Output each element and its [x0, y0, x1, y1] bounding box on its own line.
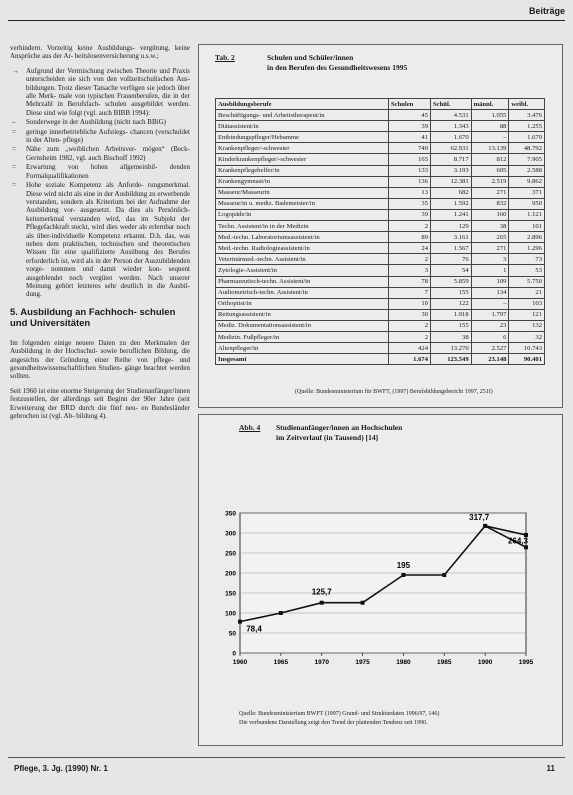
table-cell-value: 1.255	[509, 121, 545, 132]
data-label: 317,7	[469, 512, 490, 522]
table-cell-value: 30	[389, 309, 431, 320]
table-cell-value: 3	[471, 254, 509, 265]
table-cell-value: 109	[471, 276, 509, 287]
y-tick-label: 150	[225, 590, 236, 598]
table-cell-label: Kinderkrankenpfleger/-schwester	[216, 154, 389, 165]
table-cell-label: Masseur/Masseurin	[216, 187, 389, 198]
list-item-text: Erwartung von hohen allgemeinbil- denden Formalqualifikationen	[26, 163, 190, 180]
table-cell-value: 7.905	[509, 154, 545, 165]
column-header: männl.	[471, 99, 509, 110]
table-cell-value: 812	[471, 154, 509, 165]
line-chart	[199, 415, 562, 715]
table-cell-label: Techn. Assistent/in in der Medizin	[216, 221, 389, 232]
table-cell-value: 2.896	[509, 232, 545, 243]
table-cell-value: 101	[509, 221, 545, 232]
table-row	[216, 209, 545, 220]
data-point	[483, 524, 487, 528]
table-cell-value: 39	[389, 209, 431, 220]
table-cell-value: 122	[431, 298, 472, 309]
table-cell-value: 3.161	[431, 232, 472, 243]
table-cell-value: 8.717	[431, 154, 472, 165]
table-cell-value: 62.931	[431, 143, 472, 154]
table-cell-value: 1.121	[509, 209, 545, 220]
bullet-mark: →	[12, 66, 19, 75]
table-cell-value: 1.592	[431, 198, 472, 209]
table-cell-value: 5.750	[509, 276, 545, 287]
figure-source	[239, 710, 549, 728]
list-item-text: geringe innerbetriebliche Aufstiegs- chancen (verschuldet in der Alten- pflege)	[26, 127, 190, 145]
x-tick-label: 1980	[396, 659, 411, 666]
table-cell-value: 2.527	[471, 343, 509, 354]
table-cell-value: 35	[389, 198, 431, 209]
table-cell-value: 78	[389, 276, 431, 287]
table-row	[216, 298, 545, 309]
table-cell-label: Krankengymnast/in	[216, 176, 389, 187]
journal-citation: Pflege, 3. Jg. (1990) Nr. 1	[14, 764, 108, 773]
table-cell-value: –	[471, 298, 509, 309]
chart-figure	[198, 414, 563, 746]
table-label: Tab. 2	[215, 53, 235, 62]
table-cell-value: 121	[509, 309, 545, 320]
table-cell-value: 134	[471, 287, 509, 298]
table-cell-value: 89	[389, 232, 431, 243]
y-tick-label: 300	[225, 530, 236, 538]
table-cell-value: 3	[389, 265, 431, 276]
table-cell-value: 133	[389, 165, 431, 176]
table-cell-value: 6	[471, 331, 509, 342]
table-cell-value: 2	[389, 320, 431, 331]
table-cell-value: 1.797	[471, 309, 509, 320]
table-cell-value: 23	[471, 320, 509, 331]
data-label: 264,3	[507, 536, 529, 546]
table-title-line: Schulen und Schüler/innen	[267, 53, 354, 62]
table-row	[216, 243, 545, 254]
table-cell-value: 1.055	[471, 110, 509, 121]
table-row	[216, 110, 545, 121]
table-row	[216, 132, 545, 143]
table-cell-label: Rettungsassistent/in	[216, 309, 389, 320]
list-item	[10, 163, 190, 180]
table-cell-value: 88	[471, 121, 509, 132]
y-tick-label: 350	[225, 510, 236, 518]
table-total-row	[216, 354, 545, 365]
table-row	[216, 198, 545, 209]
y-tick-label: 50	[228, 630, 236, 638]
table-cell-label: Masseur/in u. mediz. Bademeister/in	[216, 198, 389, 209]
table-row	[216, 254, 545, 265]
y-tick-label: 0	[232, 650, 236, 658]
figure-source-line: Die verbundene Darstellung zeigt den Trend der plattenden Tendenz seit 1990.	[239, 720, 428, 726]
table-cell-value: 950	[509, 198, 545, 209]
table-cell-value: 424	[389, 343, 431, 354]
table-cell-value: 3.193	[431, 165, 472, 176]
list-item	[10, 67, 190, 117]
bullet-mark: –	[12, 118, 16, 127]
data-label: 125,7	[311, 587, 332, 597]
table-figure	[198, 44, 563, 408]
table-cell-value: 1.674	[389, 354, 431, 365]
table-cell-value: 48.792	[509, 143, 545, 154]
table-cell-value: 271	[471, 187, 509, 198]
list-item-text: Aufgrund der Vermischung zwischen Theorie und Praxis unterscheiden sie sich von den vollzeitschulischen Aus- bildungen. Trotz dieser Tatsache verfügen sie jedoch über alle Merk- male von typischen Frauenberufen, die in der Mehrzahl in Berufsfach- schulen ausgebildet werden. Diese sind wie folgt (vgl. auch BIBB 1994):	[26, 66, 190, 117]
data-label: 78,4	[246, 624, 262, 634]
table-cell-value: 160	[471, 209, 509, 220]
x-tick-label: 1990	[477, 659, 493, 666]
table-cell-value: 73	[509, 254, 545, 265]
table-cell-value: 76	[431, 254, 472, 265]
table-cell-value: 271	[471, 243, 509, 254]
table-cell-label: Mediz. Dokumentationsassistent/in	[216, 320, 389, 331]
table-title	[267, 53, 407, 73]
table-cell-label: Diätassistent/in	[216, 121, 389, 132]
table-cell-value: 10	[389, 298, 431, 309]
table-row	[216, 187, 545, 198]
list-item	[10, 128, 190, 145]
table-cell-value: 832	[471, 198, 509, 209]
table-cell-label: Entbindungspfleger/Hebamme	[216, 132, 389, 143]
list-item-text: Hohe soziale Kompetenz als Anforde- rungsmerkmal. Diese wird nicht als eine in der Ausbildung zu erwerbende verstanden, sondern als Kriterium bei der Aufnahme der Ausbildung vor- ausgesetzt. Da dies als Persönlich- keitsmerkmal verstanden wird, das im Subjekt der Pflegefachkraft steckt, wird dies weder als erlernbar noch als über-individuelle Kompetenz erkannt. D.h. das, was neben dem praktischen, technischen und theoretischen Wissen für eine qualifizierte Ausübung des Berufes erforderlich ist, wird als in der Person der Auszubildenden vorge- nommen und damit wieder kon- sequent ausgeblendet noch vergütet werden. Nach unserer Meinung gehört letzteres sehr deutlich in die Ausbil- dung.	[26, 181, 190, 299]
data-point	[320, 601, 324, 605]
list-item	[10, 145, 190, 162]
bullet-mark: =	[12, 181, 16, 190]
table-cell-value: 7	[389, 287, 431, 298]
table-title-line: in den Berufen des Gesundheitswesens 1995	[267, 63, 408, 72]
table-cell-value: 1.670	[431, 132, 472, 143]
table-row	[216, 343, 545, 354]
x-tick-label: 1995	[518, 659, 534, 666]
table-cell-value: 265	[471, 232, 509, 243]
table-row	[216, 121, 545, 132]
table-cell-value: 155	[431, 287, 472, 298]
table-row	[216, 276, 545, 287]
table-cell-value: 1.241	[431, 209, 472, 220]
table-cell-label: Logopäde/in	[216, 209, 389, 220]
table-cell-value: 132	[509, 320, 545, 331]
table-cell-value: 2	[389, 221, 431, 232]
column-header: Schulen	[389, 99, 431, 110]
plot-area	[240, 513, 526, 653]
data-point	[442, 573, 446, 577]
bullet-mark: =	[12, 127, 16, 136]
body-paragraph: Im folgenden einige neuere Daten zu den Merkmalen der Ausbildung in der Hochschul- sowie beruflichen Bildung, die angesichts der Gründung einer Reihe von pflege- und gesundheitswissenschaftlichen Studien- gänge beachtet werden sollten.	[10, 338, 190, 381]
x-tick-label: 1965	[273, 659, 289, 666]
data-point	[238, 620, 242, 624]
table-cell-value: 2.588	[509, 165, 545, 176]
column-header: Ausbildungsberufe	[216, 99, 389, 110]
table-cell-value: 45	[389, 110, 431, 121]
table-cell-value: 682	[431, 187, 472, 198]
x-tick-label: 1960	[232, 659, 248, 666]
table-cell-label: Zytologie-Assistent/in	[216, 265, 389, 276]
intro-paragraph: verhindern. Vorzeitig keine Ausbildungs- vergütung, keine Ansprüche aus der Ar- beitslosenversicherung u.s.w.;	[10, 44, 190, 61]
table-cell-value: 9.862	[509, 176, 545, 187]
table-cell-value: 12.381	[431, 176, 472, 187]
table-cell-value: 155	[431, 320, 472, 331]
table-cell-value: 24	[389, 243, 431, 254]
table-cell-value: 1.296	[509, 243, 545, 254]
table-cell-value: 53	[509, 265, 545, 276]
table-row	[216, 331, 545, 342]
y-tick-label: 100	[225, 610, 236, 618]
table-cell-label: Med.-techn. Laboratoriumsassistent/in	[216, 232, 389, 243]
table-cell-label: Krankenpfleger/-schwester	[216, 143, 389, 154]
table-cell-value: 10.743	[509, 343, 545, 354]
table-row	[216, 143, 545, 154]
table-cell-value: 3.476	[509, 110, 545, 121]
y-tick-label: 200	[225, 570, 236, 578]
table-cell-value: 54	[431, 265, 472, 276]
table-row	[216, 221, 545, 232]
table-row	[216, 309, 545, 320]
table-cell-value: 4.531	[431, 110, 472, 121]
list-item-text: Nähe zum „weiblichen Arbeitsver- mögen“ (Beck-Gernsheim 1982, vgl. auch Bischoff 1992)	[26, 145, 190, 162]
table-cell-value: 13.139	[471, 143, 509, 154]
table-cell-value: 129	[431, 221, 472, 232]
table-cell-value: 371	[509, 187, 545, 198]
data-point	[524, 545, 528, 549]
table-cell-value: 605	[471, 165, 509, 176]
figure-source-line: Quelle: Bundesministerium BWFT (1997) Grund- und Strukturdaten 1996/97, 146)	[239, 711, 440, 717]
section-tag: Beiträge	[528, 6, 565, 16]
table-cell-value: 38	[471, 221, 509, 232]
table-cell-label: Med.-techn. Radiologieassistent/in	[216, 243, 389, 254]
table-cell-value: 136	[389, 176, 431, 187]
page-number: 11	[546, 764, 555, 773]
table-cell-value: 90.401	[509, 354, 545, 365]
table-cell-label: Medizin. Fußpfleger/in	[216, 331, 389, 342]
table-row	[216, 232, 545, 243]
x-tick-label: 1985	[437, 659, 452, 666]
table-cell-value: 2	[389, 254, 431, 265]
list-item	[10, 118, 190, 126]
table-cell-value: 1.343	[431, 121, 472, 132]
table-row	[216, 320, 545, 331]
table-cell-value: 41	[389, 132, 431, 143]
footer-rule	[8, 757, 565, 758]
table-cell-label: Insgesamt	[216, 354, 389, 365]
table-cell-label: Altenpfleger/in	[216, 343, 389, 354]
table-row	[216, 165, 545, 176]
table-cell-value: 5.859	[431, 276, 472, 287]
table-cell-value: 23.148	[471, 354, 509, 365]
table-cell-value: 1.918	[431, 309, 472, 320]
body-paragraph: Seit 1960 ist eine enorme Steigerung der Studienanfänger/innen festzustellen, der allerdings seit Beginn der 90er Jahre (seit Erweiterung der BRD durch die fünf neu- en Bundesländer gebrochen ist (vgl. Ab- bildung 4).	[10, 386, 190, 421]
table-cell-value: 165	[389, 154, 431, 165]
table-row	[216, 154, 545, 165]
table-row	[216, 287, 545, 298]
column-header: Schül.	[431, 99, 472, 110]
table-cell-value: 740	[389, 143, 431, 154]
table-cell-label: Krankenpflegehelfer/in	[216, 165, 389, 176]
table-cell-value: 103	[509, 298, 545, 309]
table-cell-label: Pharmazeutisch-techn. Assistent/in	[216, 276, 389, 287]
data-point	[401, 573, 405, 577]
table-cell-label: Beschäftigungs- und Arbeitstherapeut/in	[216, 110, 389, 121]
table-cell-value: 32	[509, 331, 545, 342]
y-tick-label: 250	[225, 550, 236, 558]
table-cell-value: 2	[389, 331, 431, 342]
table-cell-label: Orthoptist/in	[216, 298, 389, 309]
figure-label: Abb. 4	[239, 423, 261, 432]
left-column	[10, 44, 190, 426]
table-cell-value: 21	[509, 287, 545, 298]
section-heading: 5. Ausbildung an Fachhoch- schulen und Universitäten	[10, 306, 176, 329]
table-cell-value: 13	[389, 187, 431, 198]
bullet-mark: =	[12, 163, 16, 172]
table-cell-value: 123.549	[431, 354, 472, 365]
table-cell-value: 1.567	[431, 243, 472, 254]
table-body	[216, 110, 545, 365]
header-rule	[8, 20, 565, 21]
x-tick-label: 1975	[355, 659, 370, 666]
table-cell-value: 38	[431, 331, 472, 342]
table-cell-value: –	[471, 132, 509, 143]
table-cell-value: 1	[471, 265, 509, 276]
data-point	[279, 611, 283, 615]
bullet-list	[10, 67, 190, 299]
data-label: 195	[396, 561, 411, 570]
figure-title-line: im Zeitverlauf (in Tausend) [14]	[276, 433, 379, 442]
table-header-row	[216, 99, 545, 110]
table-cell-value: 39	[389, 121, 431, 132]
table-row	[216, 265, 545, 276]
bullet-mark: =	[12, 145, 16, 154]
list-item-text: Sonderwege in der Ausbildung (nicht nach BBiG)	[26, 118, 166, 127]
data-table	[215, 98, 545, 365]
data-point	[361, 601, 365, 605]
x-tick-label: 1970	[314, 659, 329, 666]
table-source: (Quelle: Bundesministerium für BWFT, (1997) Berufsbildungsbericht 1997, 251f)	[295, 389, 493, 395]
figure-title-line: Studienanfänger/innen an Hochschulen	[276, 423, 403, 432]
list-item	[10, 181, 190, 299]
table-cell-value: 2.519	[471, 176, 509, 187]
table-cell-label: Audiometrisch-techn. Assistent/in	[216, 287, 389, 298]
table-row	[216, 176, 545, 187]
table-cell-value: 13.270	[431, 343, 472, 354]
table-cell-value: 1.670	[509, 132, 545, 143]
column-header: weibl.	[509, 99, 545, 110]
table-cell-label: Veterinärmed.-techn. Assistent/in	[216, 254, 389, 265]
